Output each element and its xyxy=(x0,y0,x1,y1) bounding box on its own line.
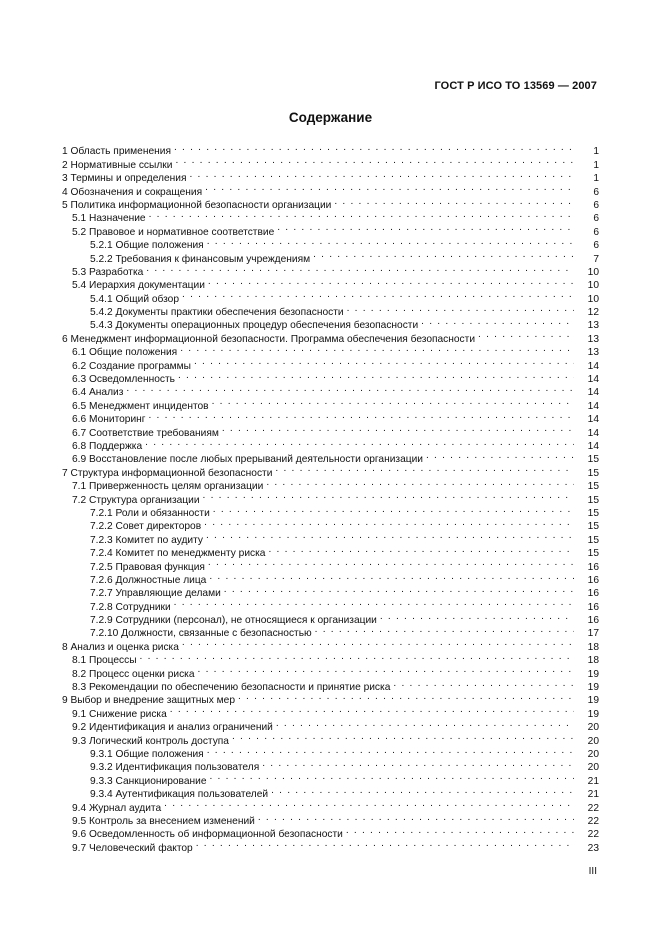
toc-dot-leader xyxy=(208,556,574,569)
toc-entry-label: 5.4.3 Документы операционных процедур обеспечения безопасности xyxy=(90,320,419,332)
toc-entry-label: 2 Нормативные ссылки xyxy=(62,159,173,171)
toc-entry-label: 5.4.1 Общий обзор xyxy=(90,293,180,305)
toc-entry-label: 6.9 Восстановление после любых прерываний деятельности организации xyxy=(72,454,423,466)
toc-dot-leader xyxy=(180,342,574,355)
toc-entry-label: 9.7 Человеческий фактор xyxy=(72,842,193,854)
toc-entry-page: 20 xyxy=(587,735,599,747)
toc-entry-label: 4 Обозначения и сокращения xyxy=(62,186,203,198)
toc-entry-page: 15 xyxy=(587,467,599,479)
toc-entry-page: 6 xyxy=(593,240,599,252)
toc-dot-leader xyxy=(275,462,574,475)
toc-dot-leader xyxy=(175,154,574,167)
toc-entry[interactable] xyxy=(62,663,599,680)
toc-entry-page: 19 xyxy=(587,708,599,720)
toc-dot-leader xyxy=(182,288,574,301)
toc-entry-label: 9.3.4 Аутентификация пользователей xyxy=(90,789,269,801)
toc-entry-page: 23 xyxy=(587,842,599,854)
toc-entry-page: 1 xyxy=(593,146,599,158)
toc-entry-page: 20 xyxy=(587,762,599,774)
toc-entry-label: 7.2.1 Роли и обязанности xyxy=(90,507,210,519)
toc-dot-leader xyxy=(212,395,574,408)
toc-dot-leader xyxy=(203,489,574,502)
toc-entry-page: 19 xyxy=(587,695,599,707)
toc-dot-leader xyxy=(224,583,574,596)
toc-entry-label: 6 Менеджмент информационной безопасности. Программа обеспечения безопасности xyxy=(62,333,476,345)
toc-entry-label: 7.2.2 Совет директоров xyxy=(90,521,202,533)
toc-entry-label: 6.1 Общие положения xyxy=(72,347,178,359)
toc-dot-leader xyxy=(266,476,574,489)
toc-entry[interactable] xyxy=(62,395,599,412)
toc-entry-page: 19 xyxy=(587,668,599,680)
toc-dot-leader xyxy=(207,235,574,248)
toc-entry-label: 6.5 Менеджмент инцидентов xyxy=(72,400,209,412)
toc-entry-label: 6.4 Анализ xyxy=(72,387,124,399)
toc-entry-page: 1 xyxy=(593,173,599,185)
toc-entry-page: 14 xyxy=(587,360,599,372)
toc-entry-label: 5.1 Назначение xyxy=(72,213,146,225)
toc-entry-label: 5.4 Иерархия документации xyxy=(72,280,205,292)
toc-dot-leader xyxy=(174,141,574,154)
toc-dot-leader xyxy=(232,730,574,743)
toc-entry-page: 14 xyxy=(587,387,599,399)
toc-entry-page: 14 xyxy=(587,414,599,426)
toc-entry[interactable] xyxy=(62,141,599,158)
toc-entry-page: 21 xyxy=(587,789,599,801)
toc-entry-label: 8.2 Процесс оценки риска xyxy=(72,668,195,680)
toc-entry-page: 20 xyxy=(587,748,599,760)
toc-dot-leader xyxy=(380,610,574,623)
toc-entry-label: 5.4.2 Документы практики обеспечения безопасности xyxy=(90,307,344,319)
toc-entry-page: 16 xyxy=(587,574,599,586)
toc-entry-label: 7.2.6 Должностные лица xyxy=(90,574,207,586)
toc-entry-label: 9 Выбор и внедрение защитных мер xyxy=(62,695,235,707)
toc-dot-leader xyxy=(213,503,574,516)
toc-dot-leader xyxy=(205,181,574,194)
toc-dot-leader xyxy=(178,369,574,382)
toc-dot-leader xyxy=(189,168,574,181)
toc-entry-page: 20 xyxy=(587,722,599,734)
toc-dot-leader xyxy=(140,650,574,663)
toc-entry-page: 14 xyxy=(587,440,599,452)
toc-dot-leader xyxy=(277,221,574,234)
toc-entry-page: 10 xyxy=(587,293,599,305)
toc-entry-label: 6.2 Создание программы xyxy=(72,360,191,372)
toc-dot-leader xyxy=(238,690,574,703)
toc-entry-page: 22 xyxy=(587,829,599,841)
toc-entry-page: 15 xyxy=(587,548,599,560)
toc-entry[interactable] xyxy=(62,382,599,399)
toc-dot-leader xyxy=(182,636,574,649)
toc-entry-page: 15 xyxy=(587,521,599,533)
toc-entry-page: 6 xyxy=(593,226,599,238)
toc-dot-leader xyxy=(262,757,574,770)
toc-dot-leader xyxy=(276,717,574,730)
toc-entry-page: 10 xyxy=(587,266,599,278)
toc-title: Содержание xyxy=(288,110,373,125)
toc-dot-leader xyxy=(393,677,574,690)
toc-entry-page: 14 xyxy=(587,374,599,386)
toc-entry-page: 14 xyxy=(587,400,599,412)
toc-entry-label: 7.2.4 Комитет по менеджменту риска xyxy=(90,548,266,560)
toc-entry-label: 9.3.3 Санкционирование xyxy=(90,775,207,787)
toc-entry-label: 5 Политика информационной безопасности организации xyxy=(62,199,332,211)
toc-entry-label: 8.3 Рекомендации по обеспечению безопасности и принятие риска xyxy=(72,682,391,694)
toc-dot-leader xyxy=(209,570,574,583)
toc-entry-label: 6.6 Мониторинг xyxy=(72,414,146,426)
toc-entry-label: 9.2 Идентификация и анализ ограничений xyxy=(72,722,273,734)
toc-entry-page: 18 xyxy=(587,641,599,653)
toc-entry-label: 9.3.2 Идентификация пользователя xyxy=(90,762,260,774)
toc-dot-leader xyxy=(334,195,574,208)
toc-entry-page: 7 xyxy=(593,253,599,265)
toc-dot-leader xyxy=(204,516,574,529)
toc-entry-page: 13 xyxy=(587,333,599,345)
toc-entry-label: 7.2.7 Управляющие делами xyxy=(90,588,221,600)
toc-entry-page: 15 xyxy=(587,507,599,519)
toc-entry-page: 1 xyxy=(593,159,599,171)
toc-entry-label: 5.2.2 Требования к финансовым учреждениям xyxy=(90,253,311,265)
toc-dot-leader xyxy=(271,784,574,797)
table-of-contents xyxy=(62,141,599,854)
toc-entry-page: 22 xyxy=(587,815,599,827)
toc-entry-page: 6 xyxy=(593,213,599,225)
toc-dot-leader xyxy=(207,744,574,757)
toc-entry-label: 7.2 Структура организации xyxy=(72,494,200,506)
toc-entry-label: 9.4 Журнал аудита xyxy=(72,802,162,814)
toc-dot-leader xyxy=(268,543,574,556)
toc-entry-page: 15 xyxy=(587,494,599,506)
toc-entry-page: 13 xyxy=(587,320,599,332)
toc-dot-leader xyxy=(315,623,574,636)
toc-dot-leader xyxy=(149,208,574,221)
toc-entry-label: 7.2.8 Сотрудники xyxy=(90,601,171,613)
toc-dot-leader xyxy=(196,837,574,850)
toc-dot-leader xyxy=(347,302,574,315)
toc-dot-leader xyxy=(210,770,575,783)
toc-entry-page: 14 xyxy=(587,427,599,439)
toc-dot-leader xyxy=(146,262,574,275)
toc-dot-leader xyxy=(208,275,574,288)
toc-entry-label: 1 Область применения xyxy=(62,146,171,158)
toc-entry-label: 5.2.1 Общие положения xyxy=(90,240,204,252)
toc-entry-label: 7.2.9 Сотрудники (персонал), не относящиеся к организации xyxy=(90,615,377,627)
toc-entry-label: 5.3 Разработка xyxy=(72,266,144,278)
toc-entry-label: 7 Структура информационной безопасности xyxy=(62,467,273,479)
toc-dot-leader xyxy=(258,811,574,824)
toc-entry-label: 7.1 Приверженность целям организации xyxy=(72,481,264,493)
toc-entry-page: 18 xyxy=(587,655,599,667)
toc-dot-leader xyxy=(222,422,574,435)
toc-entry-label: 3 Термины и определения xyxy=(62,173,187,185)
toc-entry-label: 9.5 Контроль за внесением изменений xyxy=(72,815,255,827)
toc-dot-leader xyxy=(206,529,574,542)
toc-entry-page: 21 xyxy=(587,775,599,787)
toc-entry-page: 17 xyxy=(587,628,599,640)
toc-entry-label: 5.2 Правовое и нормативное соответствие xyxy=(72,226,275,238)
toc-entry-label: 9.3.1 Общие положения xyxy=(90,748,204,760)
toc-entry-label: 8 Анализ и оценка риска xyxy=(62,641,179,653)
document-code-header: ГОСТ Р ИСО ТО 13569 — 2007 xyxy=(434,80,597,92)
toc-entry-page: 16 xyxy=(587,588,599,600)
toc-entry-page: 19 xyxy=(587,682,599,694)
toc-entry-page: 15 xyxy=(587,534,599,546)
toc-entry-page: 15 xyxy=(587,481,599,493)
toc-dot-leader xyxy=(198,663,574,676)
toc-dot-leader xyxy=(149,409,575,422)
toc-dot-leader xyxy=(174,596,574,609)
toc-entry-label: 6.8 Поддержка xyxy=(72,440,143,452)
toc-dot-leader xyxy=(313,248,574,261)
toc-entry-page: 16 xyxy=(587,601,599,613)
toc-entry-page: 15 xyxy=(587,454,599,466)
toc-entry-label: 9.6 Осведомленность об информационной безопасности xyxy=(72,829,343,841)
toc-entry-label: 8.1 Процессы xyxy=(72,655,137,667)
toc-entry-label: 6.7 Соответствие требованиям xyxy=(72,427,219,439)
toc-dot-leader xyxy=(194,355,574,368)
toc-dot-leader xyxy=(145,436,574,449)
toc-entry-page: 10 xyxy=(587,280,599,292)
toc-entry-page: 12 xyxy=(587,307,599,319)
toc-dot-leader xyxy=(346,824,574,837)
toc-dot-leader xyxy=(126,382,574,395)
toc-entry-label: 7.2.3 Комитет по аудиту xyxy=(90,534,203,546)
toc-entry[interactable] xyxy=(62,650,599,667)
toc-dot-leader xyxy=(478,328,574,341)
toc-entry-label: 9.3 Логический контроль доступа xyxy=(72,735,229,747)
toc-entry-page: 6 xyxy=(593,186,599,198)
toc-dot-leader xyxy=(426,449,574,462)
toc-entry-label: 9.1 Снижение риска xyxy=(72,708,167,720)
toc-dot-leader xyxy=(170,703,574,716)
toc-entry-page: 13 xyxy=(587,347,599,359)
toc-entry-page: 6 xyxy=(593,199,599,211)
toc-dot-leader xyxy=(421,315,574,328)
toc-dot-leader xyxy=(164,797,574,810)
toc-entry-page: 22 xyxy=(587,802,599,814)
toc-entry-page: 16 xyxy=(587,615,599,627)
toc-entry-label: 6.3 Осведомленность xyxy=(72,374,175,386)
toc-entry-label: 7.2.5 Правовая функция xyxy=(90,561,205,573)
toc-entry-page: 16 xyxy=(587,561,599,573)
page-number: III xyxy=(588,866,597,877)
toc-entry-label: 7.2.10 Должности, связанные с безопасностью xyxy=(90,628,312,640)
